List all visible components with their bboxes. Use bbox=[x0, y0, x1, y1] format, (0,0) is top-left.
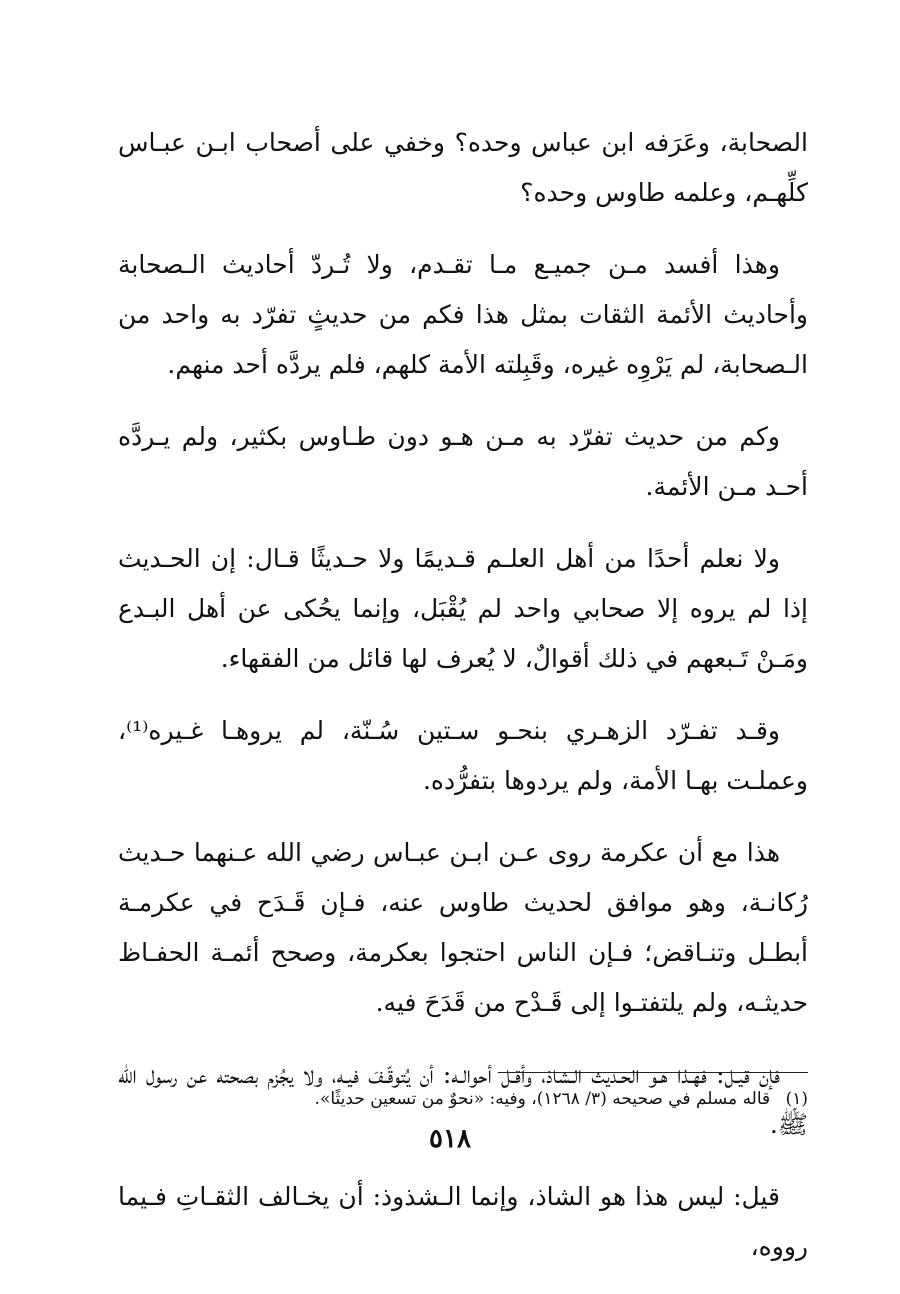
paragraph: ولا نعلم أحدًا من أهل العلـم قـديمًا ولا حـديثًا قـال: إن الحـديث إذا لم يروه إلا صحابي واحد لم يُقْبَل، وإنما يحُكى عن أهل البـدع ومَـنْ تَـبعهم في ذلك أقوالٌ، لا يُعرف لها قائل من الفقهاء. bbox=[118, 544, 808, 673]
paragraph: وقـد تفـرّد الزهـري بنحـو سـتين سُـنّة، لم يروهـا غـيره⁽¹⁾، وعملـت بهـا الأمة، ولم يردوها بتفرُّده. bbox=[118, 716, 808, 795]
footnote-text: قاله مسلم في صحيحه (٣/ ١٢٦٨)، وفيه: «نحوٌ من تسعين حديثًا». bbox=[314, 1089, 771, 1109]
paragraph: الصحابة، وعَرَفه ابن عباس وحده؟ وخفي على أصحاب ابـن عبـاس كلِّهـم، وعلمه طاوس وحده؟ bbox=[118, 128, 808, 207]
paragraph: قيل: ليس هذا هو الشاذ، وإنما الـشذوذ: أن يخـالف الثقـاتِ فـيما رووه، bbox=[118, 1182, 808, 1261]
paragraph: وكم من حديث تفرّد به مـن هـو دون طـاوس بكثير، ولم يـردَّه أحـد مـن الأئمة. bbox=[118, 422, 808, 501]
footnote-number: (١) bbox=[785, 1089, 808, 1109]
page-number: ٥١٨ bbox=[429, 1124, 471, 1154]
paragraph: فإن قيـل: فهـذا هـو الحـديث الـشاذ، وأقـل أحوالـه: أن يُتوقّـفَ فيـه، ولا يجُزم بصحته عن رسول الله ﷺ. bbox=[118, 1060, 808, 1139]
footnote-divider bbox=[498, 1072, 808, 1073]
paragraph: وهذا أفسد مـن جميـع مـا تقـدم، ولا تُـردّ أحاديث الـصحابة وأحاديث الأئمة الثقات بمثل هذا فكم من حديثٍ تفرّد به واحد من الـصحابة، لم يَرْوِه غيره، وقَبِلته الأمة كلهم، فلم يردَّه أحد منهم. bbox=[118, 250, 808, 379]
paragraph: هذا مع أن عكرمة روى عـن ابـن عبـاس رضي الله عـنهما حـديث رُكانـة، وهو موافق لحديث طاوس عنه، فـإن قَـدَح في عكرمـة أبطـل وتنـاقض؛ فـإن الناس احتجوا بعكرمة، وصحح أئمـة الحفـاظ حديثـه، ولم يلتفتـوا إلى قَـدْح من قَدَحَ فيه. bbox=[118, 838, 808, 1017]
footnote bbox=[108, 1086, 808, 1112]
main-text-block bbox=[118, 118, 808, 1294]
